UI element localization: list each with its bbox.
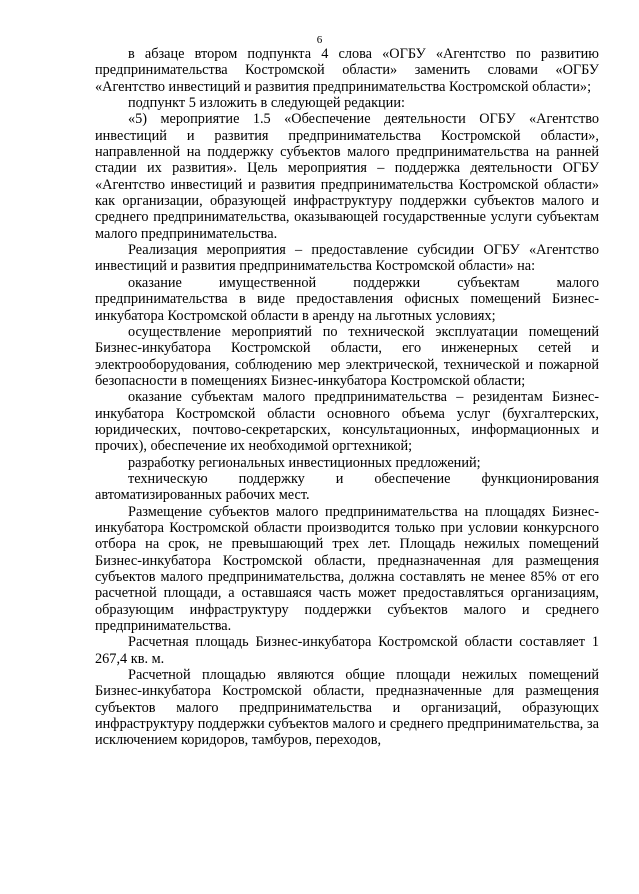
paragraph: Расчетная площадь Бизнес-инкубатора Костромской области составляет 1 267,4 кв. м.: [95, 634, 599, 667]
paragraph: «5) мероприятие 1.5 «Обеспечение деятельности ОГБУ «Агентство инвестиций и развития предпринимательства Костромской области», направленной на поддержку субъектов малого предпринимательства на ранней стадии их развития». Цель мероприятия – поддержка деятельности ОГБУ «Агентство инвестиций и развития предпринимательства Костромской области» как организации, образующей инфраструктуру поддержки субъектов малого и среднего предпринимательства, оказывающей государственные услуги субъектам малого предпринимательства.: [95, 111, 599, 242]
paragraph: осуществление мероприятий по технической эксплуатации помещений Бизнес-инкубатора Костромской области, его инженерных сетей и электрооборудования, соблюдению мер электрической, технической и пожарной безопасности в помещениях Бизнес-инкубатора Костромской области;: [95, 323, 599, 389]
paragraph: Реализация мероприятия – предоставление субсидии ОГБУ «Агентство инвестиций и развития предпринимательства Костромской области» на:: [95, 242, 599, 275]
document-body: [95, 46, 599, 749]
paragraph: техническую поддержку и обеспечение функционирования автоматизированных рабочих мест.: [95, 470, 599, 504]
paragraph: оказание субъектам малого предпринимательства – резидентам Бизнес-инкубатора Костромской области основного объема услуг (бухгалтерских, юридических, почтово-секретарских, консультационных, информационных и прочих), обеспечение их необходимой оргтехникой;: [95, 389, 599, 455]
paragraph: Размещение субъектов малого предпринимательства на площадях Бизнес-инкубатора Костромской области производится только при условии конкурсного отбора на срок, не превышающий трех лет. Площадь нежилых помещений Бизнес-инкубатора Костромской области, предназначенная для размещения субъектов малого предпринимательства, должна составлять не менее 85% от его расчетной площади, а оставшаяся часть может предоставляться организациям, образующим инфраструктуру поддержки субъектов малого и среднего предпринимательства.: [95, 503, 599, 635]
paragraph: в абзаце втором подпункта 4 слова «ОГБУ «Агентство по развитию предпринимательства Костромской области» заменить словами «ОГБУ «Агентство инвестиций и развития предпринимательства Костромской области»;: [95, 46, 599, 95]
page-number: 6: [316, 34, 323, 46]
paragraph: Расчетной площадью являются общие площади нежилых помещений Бизнес-инкубатора Костромской области, предназначенные для размещения субъектов малого предпринимательства и организаций, образующих инфраструктуру поддержки субъектов малого и среднего предпринимательства, за исключением коридоров, тамбуров, переходов,: [95, 667, 599, 749]
paragraph: разработку региональных инвестиционных предложений;: [128, 454, 481, 471]
paragraph: оказание имущественной поддержки субъектам малого предпринимательства в виде предоставления офисных помещений Бизнес-инкубатора Костромской области в аренду на льготных условиях;: [95, 274, 599, 324]
paragraph: подпункт 5 изложить в следующей редакции:: [128, 95, 405, 112]
